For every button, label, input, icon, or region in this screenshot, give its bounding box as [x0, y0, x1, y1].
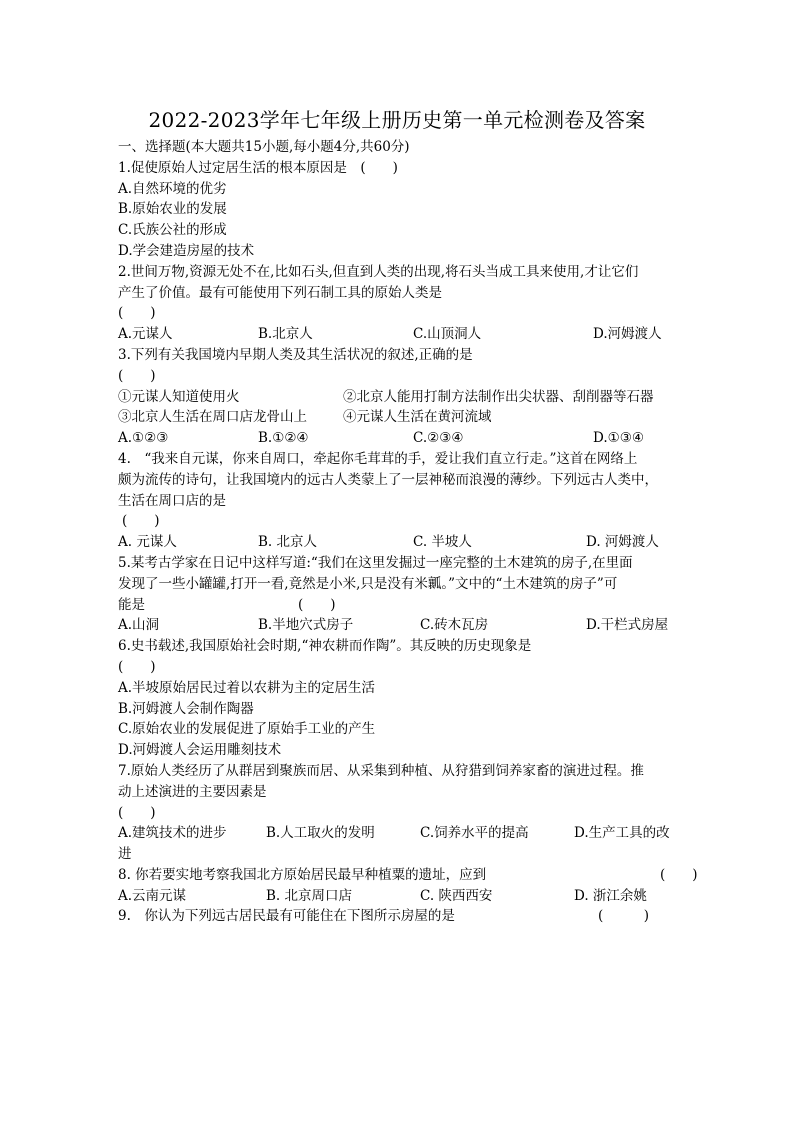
- q5-option-b: B.半地穴式房子: [258, 617, 354, 634]
- q8-options: [118, 886, 688, 907]
- q7-options: [118, 823, 688, 844]
- q5-stem-line1: 5.某考古学家在日记中这样写道:“我们在这里发掘过一座完整的土木建筑的房子,在里面: [118, 554, 633, 571]
- q7-option-d-wrap: 进: [118, 846, 132, 863]
- q8-option-c: C. 陕西西安: [420, 887, 493, 904]
- q4-stem-line2: 颇为流传的诗句，让我国境内的远古人类蒙上了一层神秘而浪漫的薄纱。下列远古人类中，: [118, 471, 658, 488]
- q3-option-c: C.②③④: [413, 430, 464, 447]
- q2-stem-line1: 2.世间万物,资源无处不在,比如石头,但直到人类的出现,将石头当成工具来使用,才让它们: [118, 263, 639, 280]
- q6-stem: 6.史书载述,我国原始社会时期,“神农耕而作陶”。其反映的历史现象是: [118, 638, 532, 655]
- q9-blank: ( ): [598, 908, 650, 925]
- q3-statement-1: ①元谋人知道使用火: [118, 388, 240, 405]
- q3-option-a: A.①②③: [118, 430, 169, 447]
- q2-option-b: B.北京人: [258, 326, 313, 343]
- q4-stem-line1: 4. “我来自元谋，你来自周口，牵起你毛茸茸的手，爱让我们直立行走。”这首在网络上: [118, 450, 638, 467]
- q5-option-d: D.干栏式房屋: [586, 617, 669, 634]
- q3-statement-2: ②北京人能用打制方法制作出尖状器、刮削器等石器: [343, 388, 654, 405]
- q3-stem: 3.下列有关我国境内早期人类及其生活状况的叙述,正确的是: [118, 346, 473, 363]
- q7-option-a: A.建筑技术的进步: [118, 825, 227, 842]
- q1-option-a: A.自然环境的优劣: [118, 180, 227, 197]
- q4-stem-line3: 生活在周口店的是: [118, 492, 226, 509]
- q6-option-d: D.河姆渡人会运用雕刻技术: [118, 742, 282, 759]
- q5-stem-text: 能是: [118, 596, 145, 613]
- question-list: [118, 137, 698, 927]
- q4-option-b: B. 北京人: [258, 534, 318, 551]
- q7-stem-line2: 动上述演进的主要因素是: [118, 783, 267, 800]
- q4-option-a: A. 元谋人: [118, 534, 177, 551]
- q8-option-a: A.云南元谋: [118, 887, 187, 904]
- q5-option-c: C.砖木瓦房: [420, 617, 489, 634]
- q7-option-b: B.人工取火的发明: [266, 825, 375, 842]
- q3-option-b: B.①②④: [258, 430, 309, 447]
- q4-option-d: D. 河姆渡人: [586, 534, 659, 551]
- q2-option-d: D.河姆渡人: [593, 326, 662, 343]
- page-title: 2022-2023学年七年级上册历史第一单元检测卷及答案: [148, 108, 646, 132]
- q6-option-a: A.半坡原始居民过着以农耕为主的定居生活: [118, 679, 376, 696]
- q3-statement-4: ④元谋人生活在黄河流域: [343, 409, 492, 426]
- q7-option-c: C.饲养水平的提高: [420, 825, 529, 842]
- q3-statement-3: ③北京人生活在周口店龙骨山上: [118, 409, 307, 426]
- q4-options: [118, 532, 688, 553]
- q5-stem-line2: 发现了一些小罐罐,打开一看,竟然是小米,只是没有米瓤。”文中的“土木建筑的房子”可: [118, 575, 618, 592]
- section-heading: 一、选择题(本大题共15小题,每小题4分,共60分): [118, 139, 410, 155]
- q8-option-b: B. 北京周口店: [266, 887, 353, 904]
- q3-statements-row2: [118, 407, 688, 428]
- q7-blank: ( ): [118, 804, 156, 821]
- q1-stem: 1.促使原始人过定居生活的根本原因是 ( ): [118, 159, 398, 176]
- q3-blank: ( ): [118, 367, 156, 384]
- q9-stem: 9. 你认为下列远古居民最有可能住在下图所示房屋的是: [118, 908, 455, 925]
- q5-stem-line3: [118, 595, 688, 616]
- q7-stem-line1: 7.原始人类经历了从群居到聚族而居、从采集到种植、从狩猎到饲养家畜的演进过程。推: [118, 762, 644, 779]
- q8-stem: 8. 你若要实地考察我国北方原始居民最早种植粟的遗址，应到: [118, 866, 487, 883]
- q5-option-a: A.山洞: [118, 617, 160, 634]
- q9-stem-line: [118, 906, 688, 927]
- q3-options: [118, 428, 688, 449]
- q7-option-d: D.生产工具的改: [574, 825, 670, 842]
- q3-option-d: D.①③④: [593, 430, 644, 447]
- q6-blank: ( ): [118, 658, 156, 675]
- q1-option-b: B.原始农业的发展: [118, 201, 227, 218]
- q2-option-a: A.元谋人: [118, 326, 173, 343]
- q5-options: [118, 615, 688, 636]
- q8-option-d: D. 浙江余姚: [574, 887, 647, 904]
- q2-stem-line2: 产生了价值。最有可能使用下列石制工具的原始人类是: [118, 284, 442, 301]
- q2-options: [118, 324, 688, 345]
- q8-blank: ( ): [660, 866, 698, 883]
- q4-option-c: C. 半坡人: [413, 534, 472, 551]
- q4-blank: ( ): [122, 513, 160, 530]
- q2-option-c: C.山顶洞人: [413, 326, 482, 343]
- q5-blank: ( ): [298, 596, 336, 613]
- q6-option-b: B.河姆渡人会制作陶器: [118, 700, 254, 717]
- q6-option-c: C.原始农业的发展促进了原始手工业的产生: [118, 721, 376, 738]
- q8-stem-line: [118, 865, 698, 886]
- q3-statements-row1: [118, 387, 688, 408]
- q1-option-d: D.学会建造房屋的技术: [118, 242, 255, 259]
- q2-blank: ( ): [118, 305, 156, 322]
- q1-option-c: C.氏族公社的形成: [118, 222, 227, 239]
